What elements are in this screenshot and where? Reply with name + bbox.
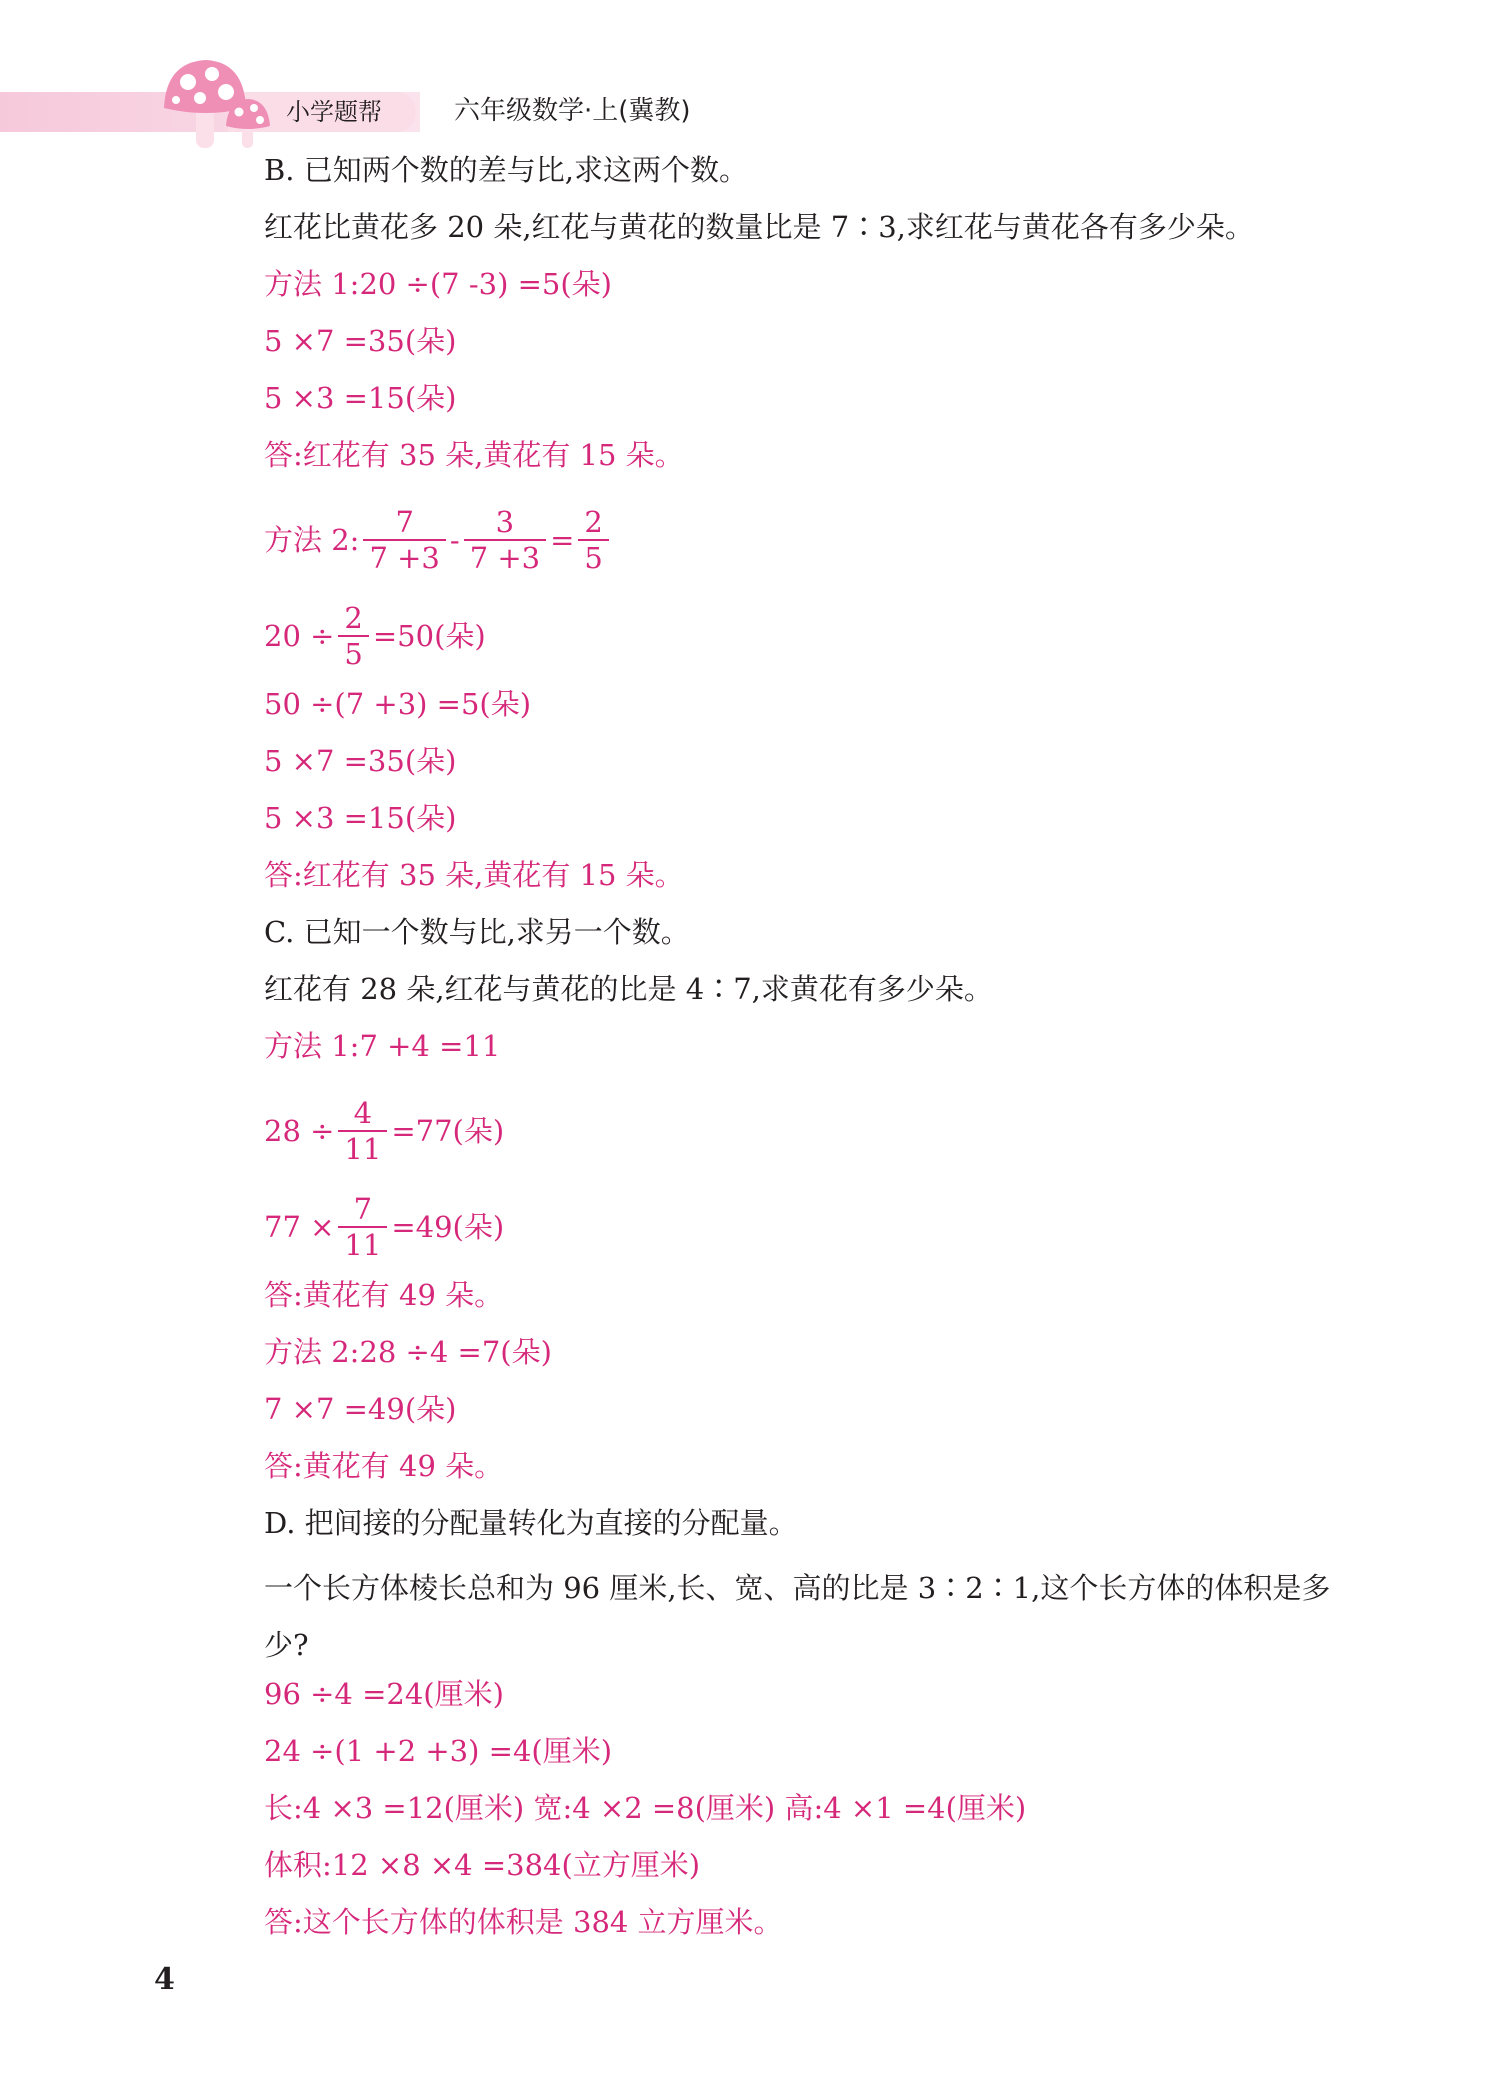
b-method2-line3: 50 ÷(7 +3) =5(朵) [264, 687, 532, 721]
c-method1-line2 [264, 1083, 1374, 1179]
fraction-numerator: 7 [395, 505, 414, 539]
b-method2-line4: 5 ×7 =35(朵) [264, 744, 457, 778]
fraction [464, 505, 546, 575]
expression-part: 20 ÷ [264, 619, 335, 653]
fraction [578, 505, 608, 575]
fraction-numerator: 3 [495, 505, 515, 539]
c-method2-line1: 方法 2:28 ÷4 =7(朵) [264, 1335, 552, 1369]
fraction-numerator: 4 [353, 1096, 373, 1130]
d-answer: 答:这个长方体的体积是 384 立方厘米。 [264, 1905, 783, 1939]
b-method1-line3: 5 ×3 =15(朵) [264, 381, 457, 415]
minus-sign: - [449, 523, 460, 557]
section-d-heading: D. 把间接的分配量转化为直接的分配量。 [264, 1506, 798, 1540]
b-method2-line1 [264, 492, 1374, 588]
fraction [363, 505, 445, 575]
expression-part: =77(朵) [391, 1114, 505, 1148]
fraction-denominator: 7 +3 [363, 539, 445, 575]
c-method1-line3 [264, 1179, 1374, 1275]
d-line2: 24 ÷(1 +2 +3) =4(厘米) [264, 1734, 613, 1768]
section-c-problem: 红花有 28 朵,红花与黄花的比是 4∶7,求黄花有多少朵。 [264, 972, 993, 1006]
b-method2-prefix: 方法 2: [264, 523, 360, 557]
section-d-problem: 一个长方体棱长总和为 96 厘米,长、宽、高的比是 3∶2∶1,这个长方体的体积是多少? [264, 1571, 1331, 1662]
fraction-numerator: 2 [584, 505, 603, 539]
expression-part: 77 × [264, 1210, 335, 1244]
fraction [338, 1096, 387, 1166]
fraction-denominator: 7 +3 [464, 539, 546, 575]
header-brand: 小学题帮 [286, 98, 382, 126]
d-line3: 长:4 ×3 =12(厘米) 宽:4 ×2 =8(厘米) 高:4 ×1 =4(厘米) [264, 1791, 1027, 1825]
c-method1-line1: 方法 1:7 +4 =11 [264, 1029, 501, 1063]
page-content [264, 150, 1374, 1959]
fraction-denominator: 11 [338, 1226, 387, 1262]
page-number: 4 [154, 1962, 175, 1997]
d-line4: 体积:12 ×8 ×4 =384(立方厘米) [264, 1848, 701, 1882]
section-b-heading: B. 已知两个数的差与比,求这两个数。 [264, 153, 748, 187]
expression-part: =50(朵) [372, 619, 486, 653]
b-method2-line2 [264, 588, 1374, 684]
d-line1: 96 ÷4 =24(厘米) [264, 1677, 504, 1711]
fraction-denominator: 5 [578, 539, 608, 575]
fraction-numerator: 2 [344, 601, 363, 635]
fraction-denominator: 11 [338, 1130, 387, 1166]
c-method2-line2: 7 ×7 =49(朵) [264, 1392, 457, 1426]
b-method1-answer: 答:红花有 35 朵,黄花有 15 朵。 [264, 438, 684, 472]
expression-part: =49(朵) [391, 1210, 505, 1244]
equals-sign: = [550, 523, 575, 557]
section-b-problem: 红花比黄花多 20 朵,红花与黄花的数量比是 7∶3,求红花与黄花各有多少朵。 [264, 210, 1254, 244]
header-course-title: 六年级数学·上(冀教) [454, 96, 691, 126]
fraction-numerator: 7 [353, 1192, 373, 1226]
expression-part: 28 ÷ [264, 1114, 335, 1148]
b-method1-line1: 方法 1:20 ÷(7 -3) =5(朵) [264, 267, 613, 301]
section-c-heading: C. 已知一个数与比,求另一个数。 [264, 915, 690, 949]
fraction [338, 601, 368, 671]
b-method2-line5: 5 ×3 =15(朵) [264, 801, 457, 835]
b-method2-answer: 答:红花有 35 朵,黄花有 15 朵。 [264, 858, 684, 892]
fraction-denominator: 5 [338, 635, 368, 671]
b-method1-line2: 5 ×7 =35(朵) [264, 324, 457, 358]
c-method2-answer: 答:黄花有 49 朵。 [264, 1449, 504, 1483]
c-method1-answer: 答:黄花有 49 朵。 [264, 1278, 504, 1312]
fraction [338, 1192, 387, 1262]
mushroom-small-icon [224, 96, 272, 148]
